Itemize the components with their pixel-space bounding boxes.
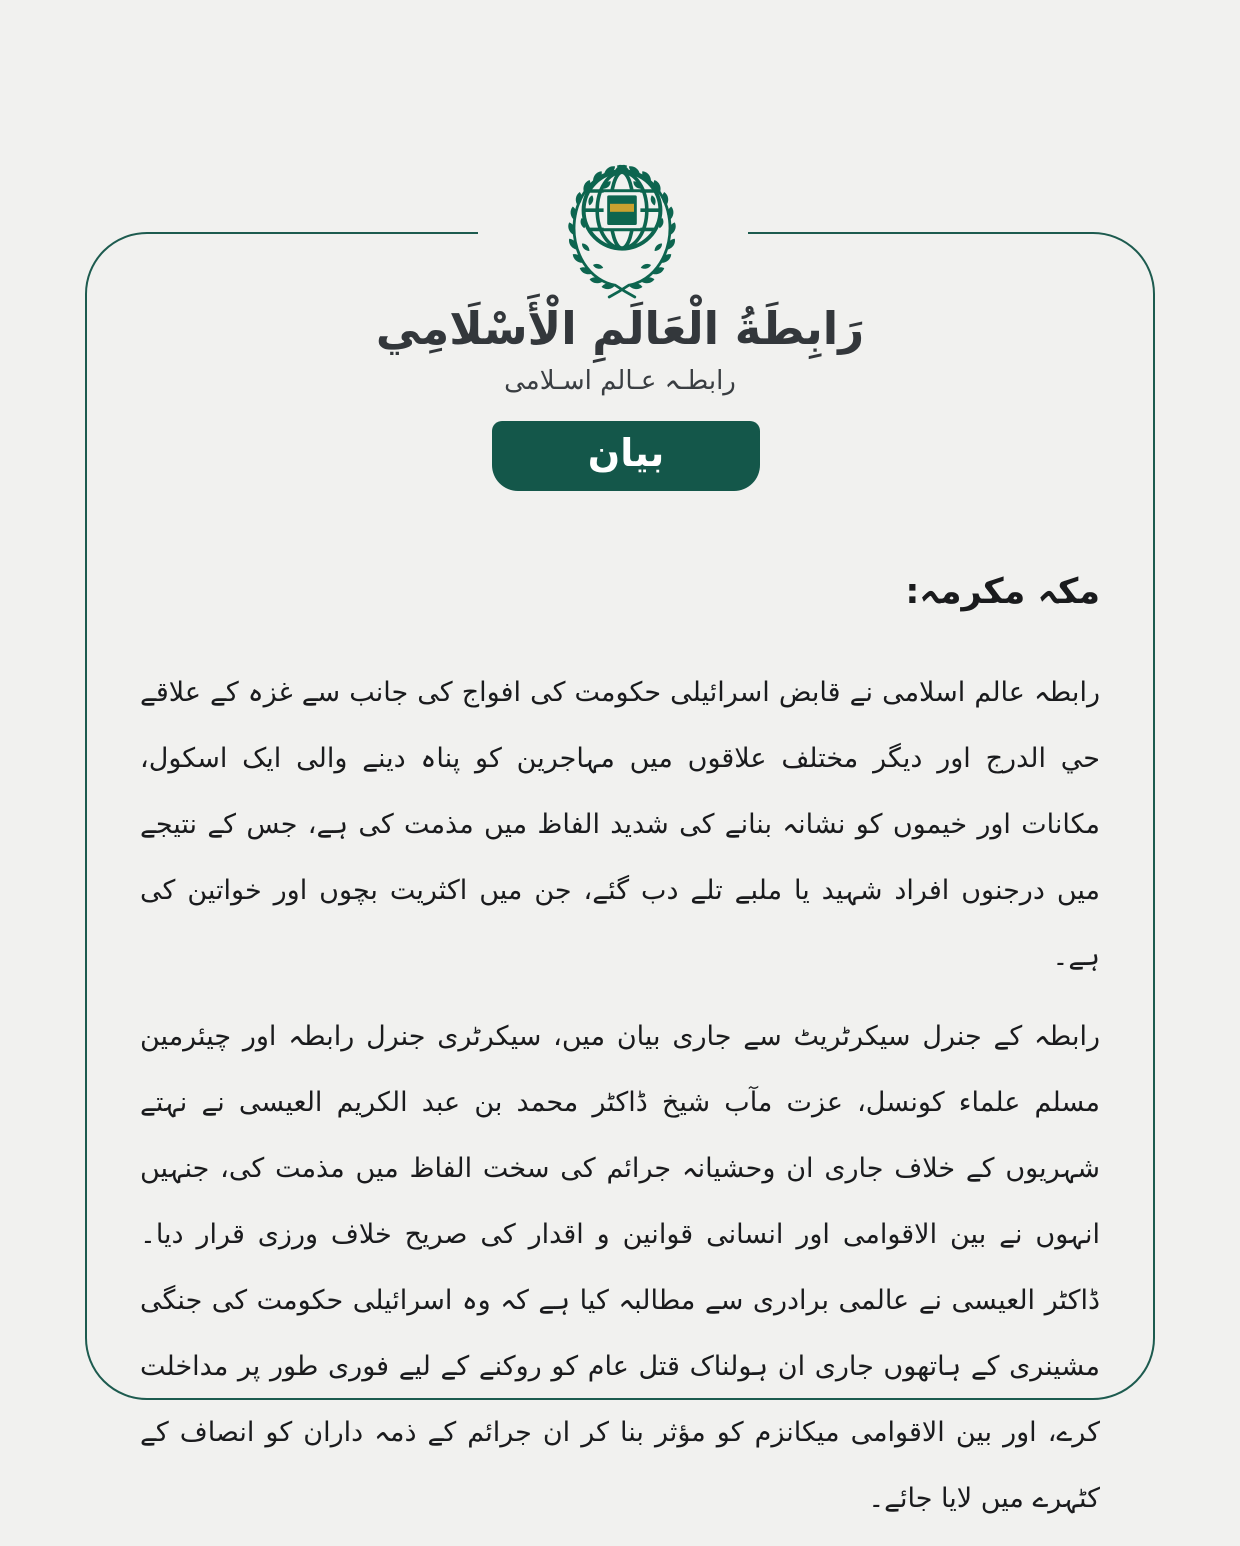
statement-paragraph-1: رابطہ عالم اسلامی نے قابض اسرائیلی حکومت کی افواج کی جانب سے غزہ کے علاقے حي الدرج اور دیگر مختلف علاقوں میں مہاجرین کو پناہ دینے والی ایک اسکول، مکانات اور خیموں کو نشانہ بنانے کی شدید الفاظ میں مذمت کی ہے، جس کے نتیجے میں درجنوں افراد شہید یا ملبے تلے دب گئے، جن میں اکثریت بچوں اور خواتین کی ہے۔: [140, 677, 1100, 972]
statement-banner: [492, 421, 760, 491]
dateline: مکہ مکرمہ:: [905, 572, 1100, 612]
org-name-arabic: رَابِطَةُ الْعَالَمِ الْأَسْلَامِي: [375, 302, 865, 355]
statement-body: [140, 660, 1100, 1546]
mwl-emblem-icon: [542, 152, 702, 306]
org-name-urdu: رابطـہ عـالم اسـلامی: [504, 366, 736, 396]
statement-paragraph-2: رابطہ کے جنرل سیکرٹریٹ سے جاری بیان میں، سیکرٹری جنرل رابطہ اور چیئرمین مسلم علماء کونسل، عزت مآب شیخ ڈاکٹر محمد بن عبد الکریم العیسی نے نہتے شہریوں کے خلاف جاری ان وحشیانہ جرائم کی سخت الفاظ میں مذمت کی، جنہیں انہوں نے بین الاقوامی اور انسانی قوانین و اقدار کی صریح خلاف ورزی قرار دیا۔ ڈاکٹر العیسی نے عالمی برادری سے مطالبہ کیا ہے کہ وہ اسرائیلی حکومت کی جنگی مشینری کے ہاتھوں جاری ان ہولناک قتل عام کو روکنے کے لیے فوری طور پر مداخلت کرے، اور بین الاقوامی میکانزم کو مؤثر بنا کر ان جرائم کے ذمہ داران کو انصاف کے کٹہرے میں لایا جائے۔: [140, 1021, 1100, 1514]
wreath-globe-icon: [542, 152, 702, 306]
banner-label: بیان: [587, 431, 665, 475]
kaaba-gold-band: [610, 204, 634, 212]
